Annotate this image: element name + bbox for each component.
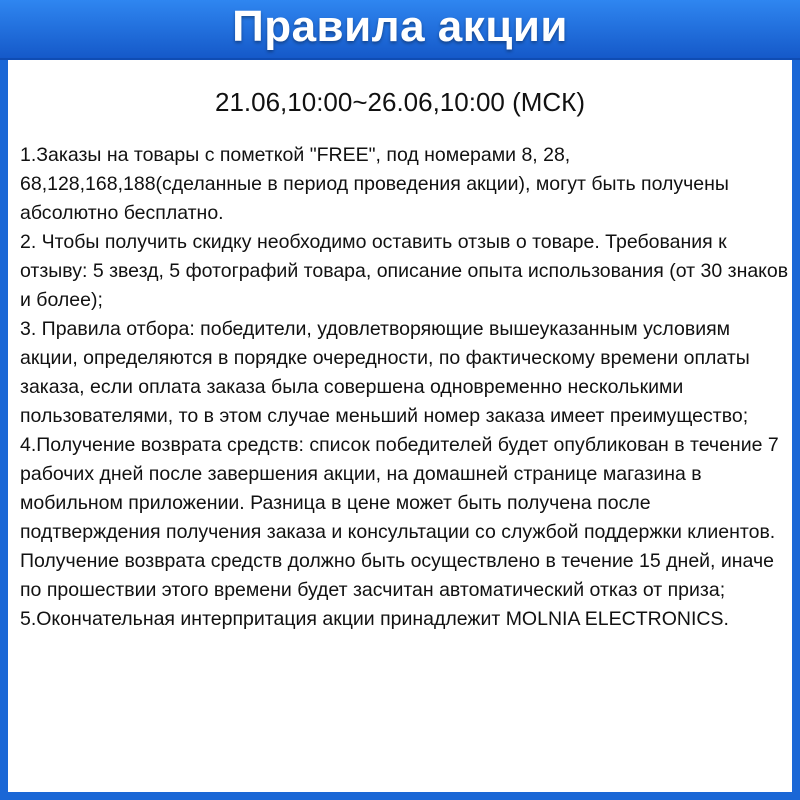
rule-item: 5.Окончательная интерпритация акции принадлежит MOLNIA ELECTRONICS. xyxy=(20,608,729,630)
rules-list xyxy=(20,141,790,634)
page-title: Правила акции xyxy=(232,2,568,51)
rule-item: 3. Правила отбора: победители, удовлетворяющие вышеуказанным условиям акции, определяются в порядке очередности, по фактическому времени оплаты заказа, если оплата заказа была совершена одновременно несколькими пользователями, то в этом случае меньший номер заказа имеет преимущество; xyxy=(20,318,750,427)
header-banner xyxy=(0,0,800,60)
promotion-period: 21.06,10:00~26.06,10:00 (МСК) xyxy=(214,87,585,117)
rule-item: 2. Чтобы получить скидку необходимо оставить отзыв о товаре. Требования к отзыву: 5 звезд, 5 фотографий товара, описание опыта использования (от 30 знаков и более); xyxy=(20,231,789,311)
rule-item: 1.Заказы на товары с пометкой "FREE", под номерами 8, 28, 68,128,168,188(сделанные в период проведения акции), могут быть получены абсолютно бесплатно. xyxy=(20,144,729,224)
rule-item: 4.Получение возврата средств: список победителей будет опубликован в течение 7 рабочих дней после завершения акции, на домашней странице магазина в мобильном приложении. Разница в цене может быть получена после подтверждения получения заказа и консультации со службой поддержки клиентов. Получение возврата средств должно быть осуществлено в течение 15 дней, иначе по прошествии этого времени будет засчитан автоматический отказ от приза; xyxy=(20,434,779,601)
